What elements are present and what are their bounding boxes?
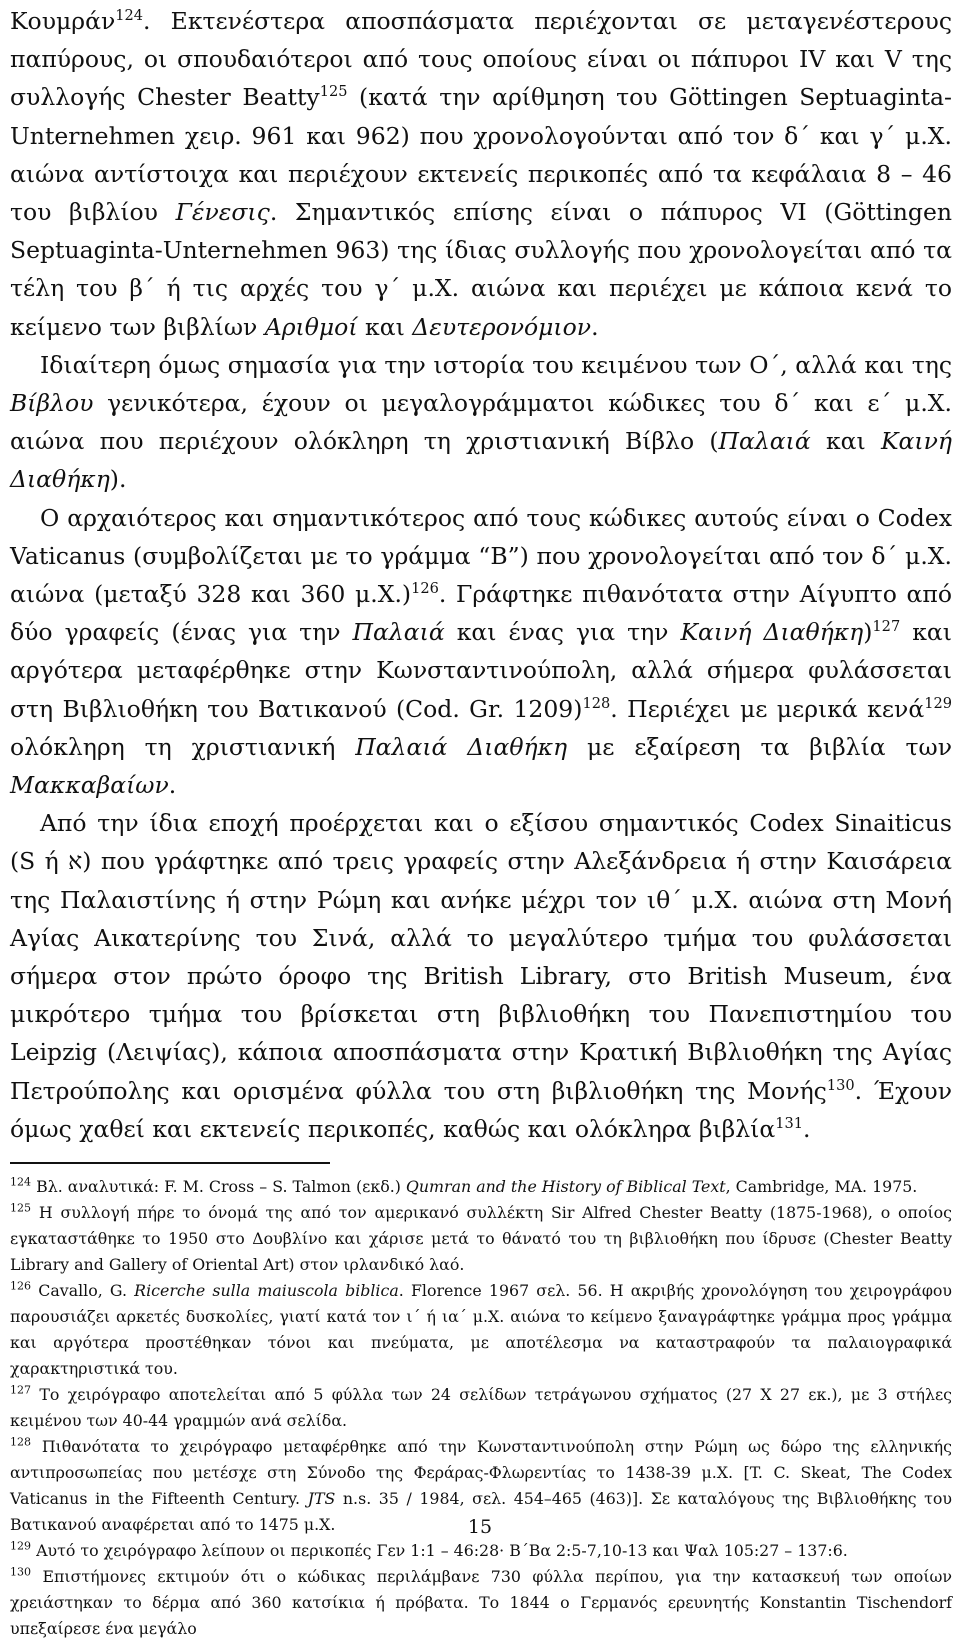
footnote-marker: 124 xyxy=(10,1175,32,1189)
text-run: . Σημαντικός επίσης είναι ο πάπυρος VI (Göttingen Septuaginta-Unternehmen 963) της ίδιας συλλογής που χρονολογείται από τα τέλη του β΄ ή τις αρχές του γ΄ μ.Χ. αιώνα και περιέχει με κάποια κενά το κείμενο των βιβλίων xyxy=(10,198,952,341)
italic-title: Δευτερονόμιον xyxy=(412,312,592,341)
footnote-marker: 126 xyxy=(10,1279,32,1293)
footnote-130 xyxy=(10,1564,952,1642)
italic-title: Ricerche sulla maiuscola biblica xyxy=(134,1281,399,1301)
footnote-127 xyxy=(10,1382,952,1434)
text-run: Πιθανότατα το χειρόγραφο μεταφέρθηκε από την Κωνσταντινούπολη στην Ρώμη ως δώρο της ελληνικής αντιπροσωπείας που μετέσχε στη Σύνοδο της Φεράρας-Φλωρεντίας το 1438-39 μ.Χ. [T. C. Skeat, The Codex Vaticanus in the Fifteenth Century. xyxy=(10,1437,952,1509)
text-run: . Εκτενέστερα αποσπάσματα περιέχονται σε μεταγενέστερους παπύρους, οι σπουδαιότεροι από τους οποίους είναι οι πάπυροι IV και V της συλλογής Chester Beatty xyxy=(10,7,952,112)
footnote-126 xyxy=(10,1278,952,1382)
italic-title: Βίβλου xyxy=(10,389,94,418)
footnote-marker: 129 xyxy=(10,1539,32,1553)
footnote-separator xyxy=(10,1162,330,1164)
text-run: Cavallo, G. xyxy=(31,1281,135,1301)
text-run: Βλ. αναλυτικά: F. M. Cross – S. Talmon (εκδ.) xyxy=(31,1177,406,1197)
text-run: Ο αρχαιότερος και σημαντικότερος από τους κώδικες αυτούς είναι ο Codex Vaticanus (συμβολίζεται με το γράμμα “B”) που χρονολογείται από τον δ΄ μ.Χ. αιώνα (μεταξύ 328 και 360 μ.Χ.) xyxy=(10,503,952,609)
footnote-125 xyxy=(10,1200,952,1278)
text-run: , Cambridge, MA. 1975. xyxy=(725,1177,918,1197)
text-run: . Έχουν όμως χαθεί και εκτενείς περικοπές, καθώς και ολόκληρα βιβλία xyxy=(10,1076,952,1143)
italic-title: Παλαιά Διαθήκη xyxy=(355,732,568,761)
footnote-129 xyxy=(10,1538,952,1564)
footnote-124 xyxy=(10,1174,952,1200)
text-run: και xyxy=(810,427,881,456)
italic-title: Καινή Διαθήκη xyxy=(10,427,952,494)
text-run: . xyxy=(803,1114,811,1143)
page-number: 15 xyxy=(467,1516,493,1538)
document-page xyxy=(10,2,952,1642)
text-run: ) xyxy=(863,618,873,647)
text-run: Το χειρόγραφο αποτελείται από 5 φύλλα των 24 σελίδων τετράγωνου σχήματος (27 Χ 27 εκ.), με 3 στήλες κειμένου των 40-44 γραμμών ανά σελίδα. xyxy=(10,1385,952,1431)
text-run: Επιστήμονες εκτιμούν ότι ο κώδικας περιλάμβανε 730 φύλλα περίπου, για την κατασκευή των οποίων χρειάστηκαν το δέρμα από 360 κατσίκια ή πρόβατα. Το 1844 ο Γερμανός ερευνητής Konstantin Tischendorf υπεξαίρεσε ένα μεγάλο xyxy=(10,1567,952,1639)
paragraph-4 xyxy=(10,804,952,1148)
text-run: και ένας για την xyxy=(444,618,681,647)
footnote-marker: 131 xyxy=(775,1115,804,1133)
text-run: . xyxy=(168,771,177,800)
text-run: γενικότερα, έχουν οι μεγαλογράμματοι κώδικες του δ΄ και ε΄ μ.Χ. αιώνα που περιέχουν ολόκληρη τη χριστιανική Βίβλο ( xyxy=(10,389,952,456)
text-run: Από την ίδια εποχή προέρχεται και ο εξίσου σημαντικός Codex Sinaiticus (S ή א) που γράφτηκε από τρεις γραφείς στην Αλεξάνδρεια ή στην Καισάρεια της Παλαιστίνης ή στην Ρώμη και ανήκε μέχρι τον ιθ΄ μ.Χ. αιώνα στη Μονή Αγίας Αικατερίνης του Σινά, αλλά το μεγαλύτερο τμήμα του φυλάσσεται σήμερα στον πρώτο όροφο της British Library, στο British Museum, ένα μικρότερο τμήμα του βρίσκεται στη βιβλιοθήκη του Πανεπιστημίου του Leipzig (Λειψίας), κάποια αποσπάσματα στην Κρατική Βιβλιοθήκη της Αγίας Πετρούπολης και ορισμένα φύλλα του στη βιβλιοθήκη της Μονής xyxy=(10,809,952,1105)
footnote-marker: 128 xyxy=(582,694,611,712)
footnote-marker: 124 xyxy=(115,7,144,25)
footnote-marker: 128 xyxy=(10,1435,32,1449)
paragraph-3 xyxy=(10,499,952,805)
italic-title: Μακκαβαίων xyxy=(10,771,169,800)
text-run: Κουμράν xyxy=(10,7,116,35)
text-run: ). xyxy=(109,465,127,494)
footnote-marker: 129 xyxy=(924,694,952,712)
text-run: (κατά την αρίθμηση του Göttingen Septuaginta-Unternehmen χειρ. 961 και 962) που χρονολογούνται από τον δ΄ και γ΄ μ.Χ. αιώνα αντίστοιχα και περιέχουν εκτενείς περικοπές από τα κεφάλαια 8 – 46 του βιβλίου xyxy=(10,83,952,227)
footnote-marker: 126 xyxy=(411,580,439,598)
paragraph-2 xyxy=(10,346,952,499)
text-run: . Γράφτηκε πιθανότατα στην Αίγυπτο από δύο γραφείς (ένας για την xyxy=(10,580,952,647)
footnote-marker: 125 xyxy=(10,1201,32,1215)
footnote-marker: 127 xyxy=(872,618,901,636)
text-run: με εξαίρεση τα βιβλία των xyxy=(567,732,953,761)
italic-title: Παλαιά xyxy=(352,618,445,647)
text-run: ολόκληρη τη χριστιανική xyxy=(10,732,356,761)
italic-title: Καινή Διαθήκη xyxy=(680,618,864,647)
text-run: . Περιέχει με μερικά κενά xyxy=(610,694,925,723)
text-run: και xyxy=(357,312,413,341)
text-run: Η συλλογή πήρε το όνομά της από τον αμερικανό συλλέκτη Sir Alfred Chester Beatty (1875-1968), ο οποίος εγκαταστάθηκε το 1950 στο Δουβλίνο και χάρισε μετά το θάνατό του τη βιβλιοθήκη που ίδρυσε (Chester Beatty Library and Gallery of Oriental Art) στον ιρλανδικό λαό. xyxy=(10,1203,953,1275)
italic-title: Qumran and the History of Biblical Text xyxy=(405,1177,726,1197)
text-run: . Florence 1967 σελ. 56. Η ακριβής χρονολόγηση του χειρογράφου παρουσιάζει αρκετές δυσκολίες, γιατί κατά τον ι΄ ή ια΄ μ.Χ. αιώνα το κείμενο ξαναγράφτηκε γράμμα προς γράμμα και αργότερα προστέθηκαν τόνοι και πνεύματα, με αποτέλεσμα να καταστραφούν τα παλαιογραφικά χαρακτηριστικά του. xyxy=(10,1281,953,1379)
footnotes xyxy=(10,1174,952,1642)
italic-title: Παλαιά xyxy=(718,427,811,456)
text-run: και αργότερα μεταφέρθηκε στην Κωνσταντινούπολη, αλλά σήμερα φυλάσσεται στη Βιβλιοθήκη του Βατικανού (Cod. Gr. 1209) xyxy=(10,618,952,723)
footnote-marker: 125 xyxy=(319,83,348,101)
italic-title: JTS xyxy=(307,1489,336,1509)
text-run: . xyxy=(591,312,599,341)
paragraph-1 xyxy=(10,2,952,346)
text-run: n.s. 35 / 1984, σελ. 454–465 (463)]. Σε καταλόγους της Βιβλιοθήκης του Βατικανού αναφέρεται από το 1475 μ.Χ. xyxy=(10,1489,952,1535)
text-run: Ιδιαίτερη όμως σημασία για την ιστορία του κειμένου των Ο΄, αλλά και της xyxy=(40,350,952,379)
footnote-marker: 130 xyxy=(826,1076,855,1094)
italic-title: Αριθμοί xyxy=(264,312,358,341)
main-text xyxy=(10,2,952,1148)
italic-title: Γένεσις xyxy=(175,198,270,227)
text-run: Αυτό το χειρόγραφο λείπουν οι περικοπές Γεν 1:1 – 46:28· Β΄Βα 2:5-7,10-13 και Ψαλ 105:27 – 137:6. xyxy=(31,1541,848,1561)
footnote-marker: 127 xyxy=(10,1383,32,1397)
footnote-marker: 130 xyxy=(10,1565,32,1579)
